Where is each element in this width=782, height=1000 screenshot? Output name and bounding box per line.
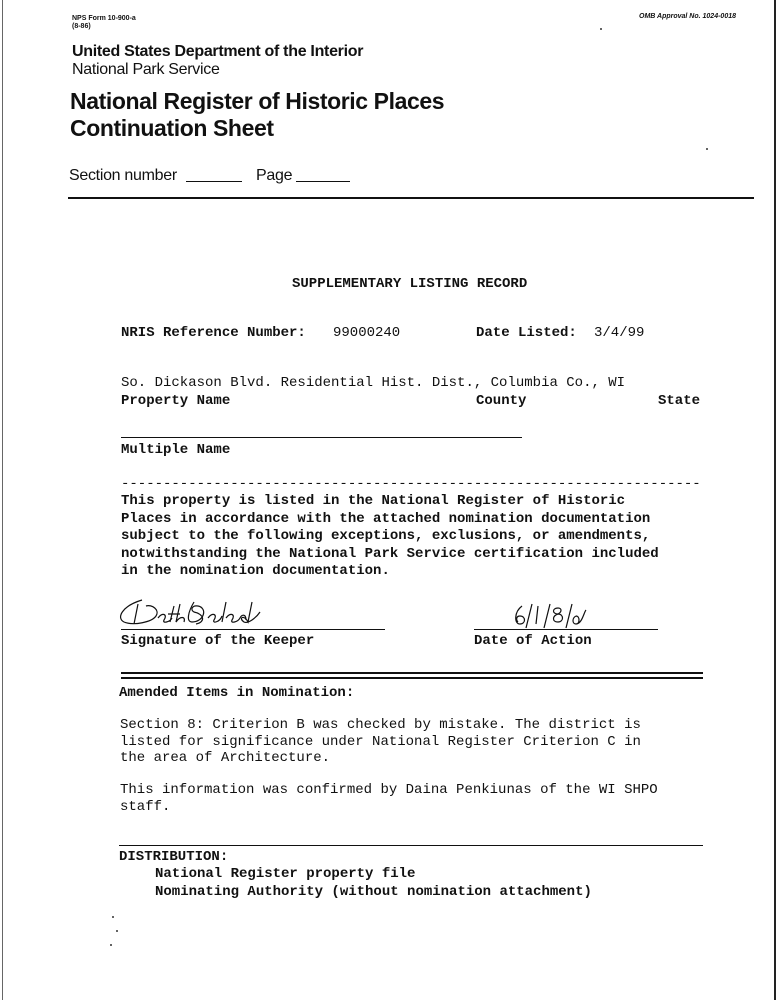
date-listed-value: 3/4/99 [594,325,645,341]
amended-items-label: Amended Items in Nomination: [119,685,355,701]
state-label: State [658,393,701,409]
page-label: Page [256,167,293,184]
property-name-label: Property Name [121,393,231,409]
section-number-blank [186,181,242,182]
statement-line: in the nomination documentation. [121,563,390,579]
form-number-text: NPS Form 10-900-a [72,15,136,22]
section-8-amendment [120,717,641,767]
statement-line: notwithstanding the National Park Service certification included [121,545,659,562]
nris-label: NRIS Reference Number: [121,325,306,341]
signature-line [121,629,385,630]
statement-line: This property is listed in the National Register of Historic [121,493,626,509]
header-divider [68,197,754,199]
distribution-label: DISTRIBUTION: [119,849,229,865]
form-number [72,15,136,31]
date-of-action-line [474,629,658,630]
scan-speck [116,930,118,932]
record-heading: SUPPLEMENTARY LISTING RECORD [292,276,528,292]
keeper-signature [112,592,272,630]
county-label: County [476,393,527,409]
scan-speck [600,28,602,30]
page-right-edge [774,0,776,1000]
amendment-line: Section 8: Criterion B was checked by mistake. The district is [120,717,641,733]
scan-speck [706,148,708,150]
dash-separator: --------------------------------------------------------------------- [121,476,701,492]
scan-speck [110,944,112,946]
statement-line: Places in accordance with the attached nomination documentation [121,510,651,527]
statement-line: subject to the following exceptions, exclusions, or amendments, [121,528,651,544]
listing-statement [121,493,721,581]
department-name: United States Department of the Interior [72,43,364,60]
page-number-blank [296,181,350,182]
distribution-item: National Register property file [155,866,416,882]
confirmation-note [120,782,658,815]
signature-label: Signature of the Keeper [121,633,315,649]
amendment-line: the area of Architecture. [120,750,331,766]
confirmation-line: This information was confirmed by Daina Penkiunas of the WI SHPO [120,782,658,798]
document-title: National Register of Historic Places [70,88,445,114]
handwritten-action-date [510,602,590,630]
confirmation-line: staff. [120,798,171,815]
date-listed-label: Date Listed: [476,325,577,341]
property-line: So. Dickason Blvd. Residential Hist. Dist., Columbia Co., WI [121,375,626,391]
distribution-item: Nominating Authority (without nomination attachment) [155,884,592,900]
section-number-label: Section number [69,167,177,184]
omb-approval: OMB Approval No. 1024-0018 [639,13,736,20]
distribution-divider [119,845,703,846]
multiple-name-label: Multiple Name [121,442,231,458]
agency-name: National Park Service [72,61,220,78]
multiple-name-blank [121,437,522,438]
double-divider-top [121,672,703,674]
form-revision-text: (8-86) [72,23,91,30]
date-of-action-label: Date of Action [474,633,592,649]
document-subtitle: Continuation Sheet [70,115,274,141]
nris-value: 99000240 [333,325,401,341]
double-divider-bottom [121,677,703,679]
scan-speck [112,916,114,918]
amendment-line: listed for significance under National Register Criterion C in [120,733,641,750]
page-left-edge [2,0,3,1000]
